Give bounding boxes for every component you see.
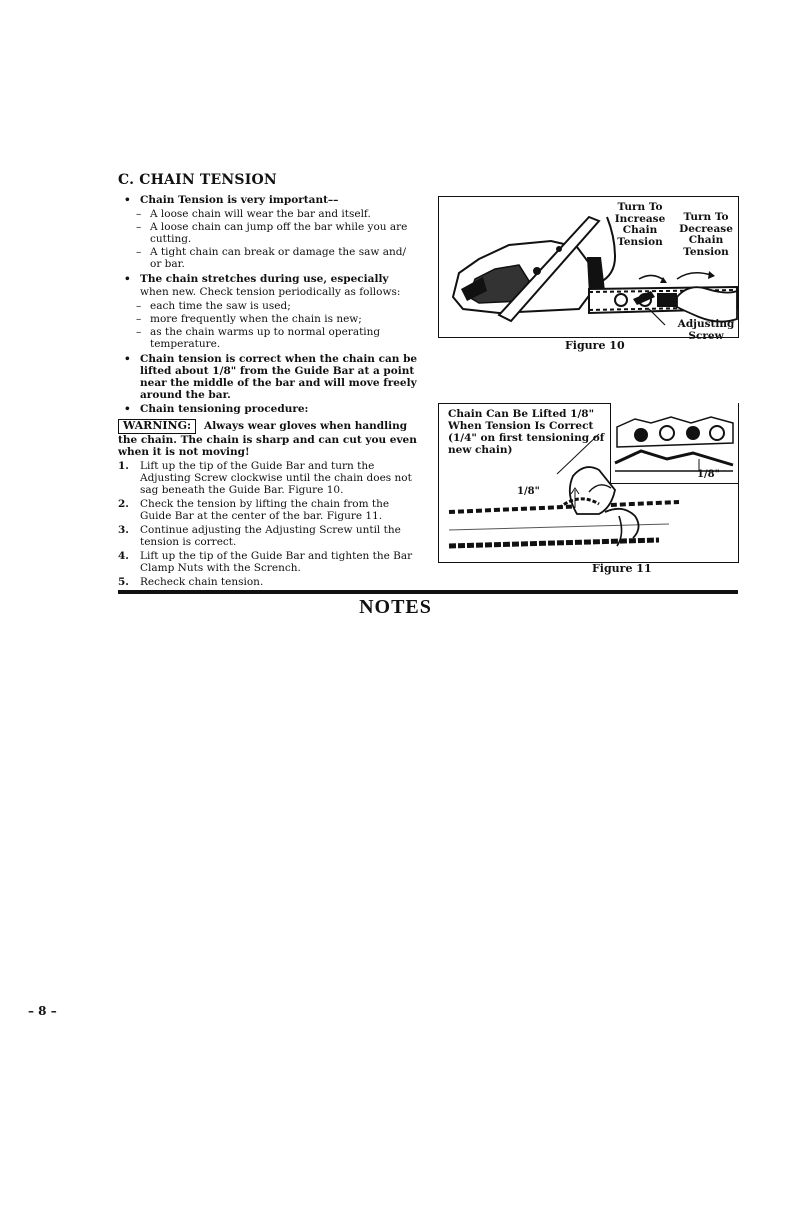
dash: – [136, 221, 142, 234]
dash: – [136, 325, 142, 338]
sub-text: A loose chain will wear the bar and itself. [150, 208, 371, 221]
step-number: 4. [118, 550, 129, 563]
sub-text: each time the saw is used; [150, 299, 291, 312]
step-text: Check the tension by lifting the chain from the Guide Bar at the center of the bar. Figure 11. [140, 498, 390, 523]
bullet-text: Chain tension is correct when the chain can be lifted about 1/8" from the Guide Bar at a point near the middle of the bar and will move freely around the bar. [140, 352, 418, 402]
turn-to-increase-label: Turn To Increase Chain Tension [614, 201, 666, 248]
notes-title: NOTES [359, 596, 432, 618]
dash: – [136, 246, 142, 259]
warning-block [118, 419, 418, 458]
bullet-text: Chain tensioning procedure: [140, 403, 309, 416]
dash: – [136, 299, 142, 312]
sub-text: as the chain warms up to normal operating temperature. [150, 325, 381, 350]
bullet-procedure [118, 403, 418, 415]
page-number: – 8 – [28, 1004, 57, 1018]
chain-tension-section [118, 172, 418, 591]
step-text: Continue adjusting the Adjusting Screw until the tension is correct. [140, 524, 401, 549]
step-item [118, 550, 418, 574]
sub-item [128, 208, 418, 220]
sub-text: A tight chain can break or damage the saw and/ or bar. [150, 246, 406, 271]
section-title: C. CHAIN TENSION [118, 172, 277, 188]
step-item [118, 460, 418, 496]
step-number: 3. [118, 524, 129, 537]
step-item [118, 524, 418, 548]
bullet-text-rest: when new. Check tension periodically as follows: [140, 285, 401, 298]
adjusting-screw-label: Adjusting Screw [677, 318, 735, 342]
step-text: Recheck chain tension. [140, 576, 264, 589]
section-divider [118, 590, 738, 594]
bullet-chain-stretches [118, 273, 418, 297]
turn-to-decrease-label: Turn To Decrease Chain Tension [679, 211, 733, 258]
sub-item [128, 246, 418, 270]
step-item [118, 498, 418, 522]
bullet-text: Chain Tension is very important–– [140, 194, 339, 207]
figure-10-caption: Figure 10 [565, 339, 625, 352]
figure-11-text: Chain Can Be Lifted 1/8" When Tension Is Correct (1/4" on first tensioning of new chain) [448, 408, 605, 457]
sub-item [128, 326, 418, 350]
dash: – [136, 312, 142, 325]
warning-text: Always wear gloves when handling the chain. The chain is sharp and can cut you even when it is not moving! [118, 420, 417, 458]
sub-item [128, 300, 418, 312]
sub-text: A loose chain can jump off the bar while you are cutting. [150, 221, 408, 246]
figure-11-caption: Figure 11 [592, 562, 652, 575]
dash: – [136, 208, 142, 221]
bullet-tension-important [118, 194, 418, 206]
step-text: Lift up the tip of the Guide Bar and turn the Adjusting Screw clockwise until the chain does not sag beneath the Guide Bar. Figure 10. [140, 459, 412, 497]
sub-item [128, 313, 418, 325]
bullet-dot: • [124, 194, 131, 207]
step-text: Lift up the tip of the Guide Bar and tighten the Bar Clamp Nuts with the Scrench. [140, 550, 413, 575]
step-number: 5. [118, 576, 129, 589]
bullet-dot: • [124, 352, 131, 365]
warning-label: WARNING: [118, 419, 196, 434]
step-item [118, 576, 418, 588]
lift-measure-label: 1/8" [517, 486, 540, 497]
inset-measure-label: 1/8" [697, 469, 720, 480]
sub-text: more frequently when the chain is new; [150, 312, 362, 325]
bullet-tension-correct [118, 353, 418, 401]
sub-item [128, 221, 418, 245]
step-number: 2. [118, 498, 129, 511]
bullet-dot: • [124, 403, 131, 416]
bullet-text: The chain stretches during use, especially [140, 273, 389, 286]
step-number: 1. [118, 459, 129, 472]
bullet-dot: • [124, 273, 131, 286]
